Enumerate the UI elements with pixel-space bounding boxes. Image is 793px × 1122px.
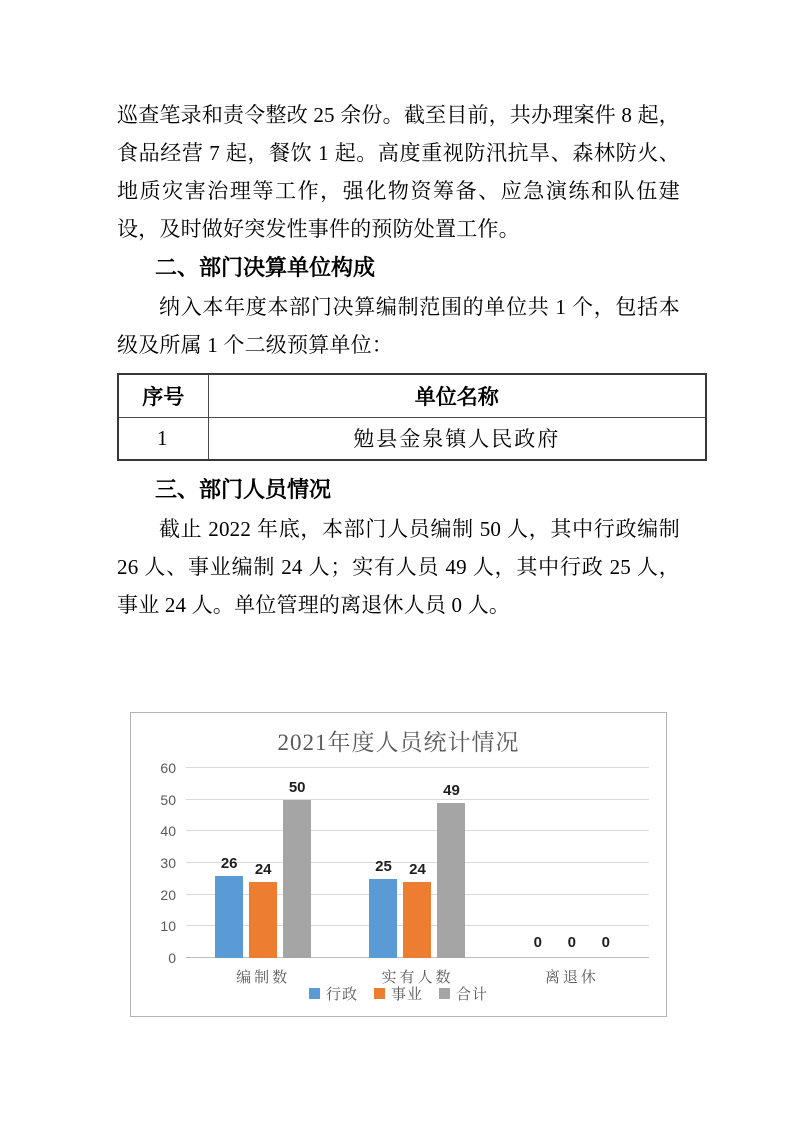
bar-column: [283, 779, 311, 958]
paragraph-unit-scope: 纳入本年度本部门决算编制范围的单位共 1 个，包括本级及所属 1 个二级预算单位：: [117, 295, 680, 357]
legend-item-合计: [439, 983, 488, 1004]
chart-plot-area: [160, 760, 649, 986]
legend-label: 合计: [456, 987, 489, 1003]
legend-swatch-icon: [309, 988, 320, 999]
unit-table-header-name: 单位名称: [208, 374, 706, 417]
bar-data-label: 0: [567, 934, 576, 951]
legend-label: 行政: [325, 987, 358, 1003]
bar-data-label: 0: [533, 934, 542, 951]
y-axis-tick-label: 20: [160, 886, 176, 903]
y-axis-tick-label: 40: [160, 823, 176, 840]
bar-column: [249, 861, 277, 958]
bar-data-label: 26: [220, 854, 238, 872]
unit-table-row: [118, 417, 706, 460]
section-heading-personnel: 三、部门人员情况: [155, 477, 332, 502]
paragraph-inspection-overview: 巡查笔录和责令整改 25 余份。截至目前，共办理案件 8 起，食品经营 7 起，餐饮 1 起。高度重视防汛抗旱、森林防火、地质灾害治理等工作，强化物资筹备、应急演练和队伍建设，及时做好突发性事件的预防处置工作。: [117, 103, 680, 241]
bar-data-label: 24: [409, 861, 426, 878]
bar-column: [437, 782, 465, 958]
bar-data-label: 0: [601, 934, 610, 951]
bar-column: [558, 934, 586, 958]
bar-合计: [437, 803, 465, 958]
bar-行政: [215, 876, 243, 958]
bar-合计: [283, 800, 311, 958]
x-axis-category-label: 编制数: [236, 970, 291, 986]
bar-行政: [369, 879, 397, 958]
bar-data-label: 24: [254, 861, 272, 878]
bar-column: [524, 934, 552, 958]
legend-label: 事业: [390, 987, 423, 1003]
section-heading-unit-composition: 二、部门决算单位构成: [155, 255, 376, 280]
legend-item-事业: [374, 983, 423, 1004]
y-axis-tick-label: 30: [160, 855, 176, 871]
personnel-chart: [130, 712, 667, 1017]
legend-swatch-icon: [439, 988, 450, 999]
x-axis-category-label: 实有人数: [381, 970, 454, 986]
bar-事业: [403, 882, 431, 958]
legend-item-行政: [309, 983, 358, 1004]
legend-swatch-icon: [374, 988, 385, 999]
bar-column: [403, 861, 431, 958]
y-axis-tick-label: 10: [160, 918, 176, 935]
y-axis-tick-label: 0: [168, 950, 176, 966]
bar-group-编制数: [186, 768, 340, 958]
unit-table: [117, 373, 707, 461]
bar-事业: [249, 882, 277, 958]
bar-data-label: 49: [443, 781, 460, 799]
unit-table-header-row: [118, 374, 706, 417]
chart-title: 2021年度人员统计情况: [277, 730, 520, 755]
bar-data-label: 50: [288, 778, 306, 796]
y-axis-tick-label: 60: [160, 760, 176, 776]
x-axis-category-label: 离退休: [544, 970, 599, 986]
y-axis-tick-label: 50: [160, 791, 176, 808]
bar-data-label: 25: [375, 857, 392, 875]
chart-legend: [131, 983, 666, 1004]
unit-table-header-seq: 序号: [118, 374, 208, 417]
unit-table-cell-name: 勉县金泉镇人民政府: [208, 417, 706, 460]
bar-group-离退休: [495, 768, 649, 958]
bar-group-实有人数: [340, 768, 494, 958]
bar-column: [215, 855, 243, 958]
paragraph-personnel-stats: 截止 2022 年底，本部门人员编制 50 人，其中行政编制 26 人、事业编制 24 人；实有人员 49 人，其中行政 25 人，事业 24 人。单位管理的离退休人员 0 人。: [117, 517, 680, 617]
bar-column: [369, 858, 397, 958]
bar-column: [592, 934, 620, 958]
bar-groups: [186, 768, 649, 958]
unit-table-cell-seq: 1: [118, 417, 208, 460]
